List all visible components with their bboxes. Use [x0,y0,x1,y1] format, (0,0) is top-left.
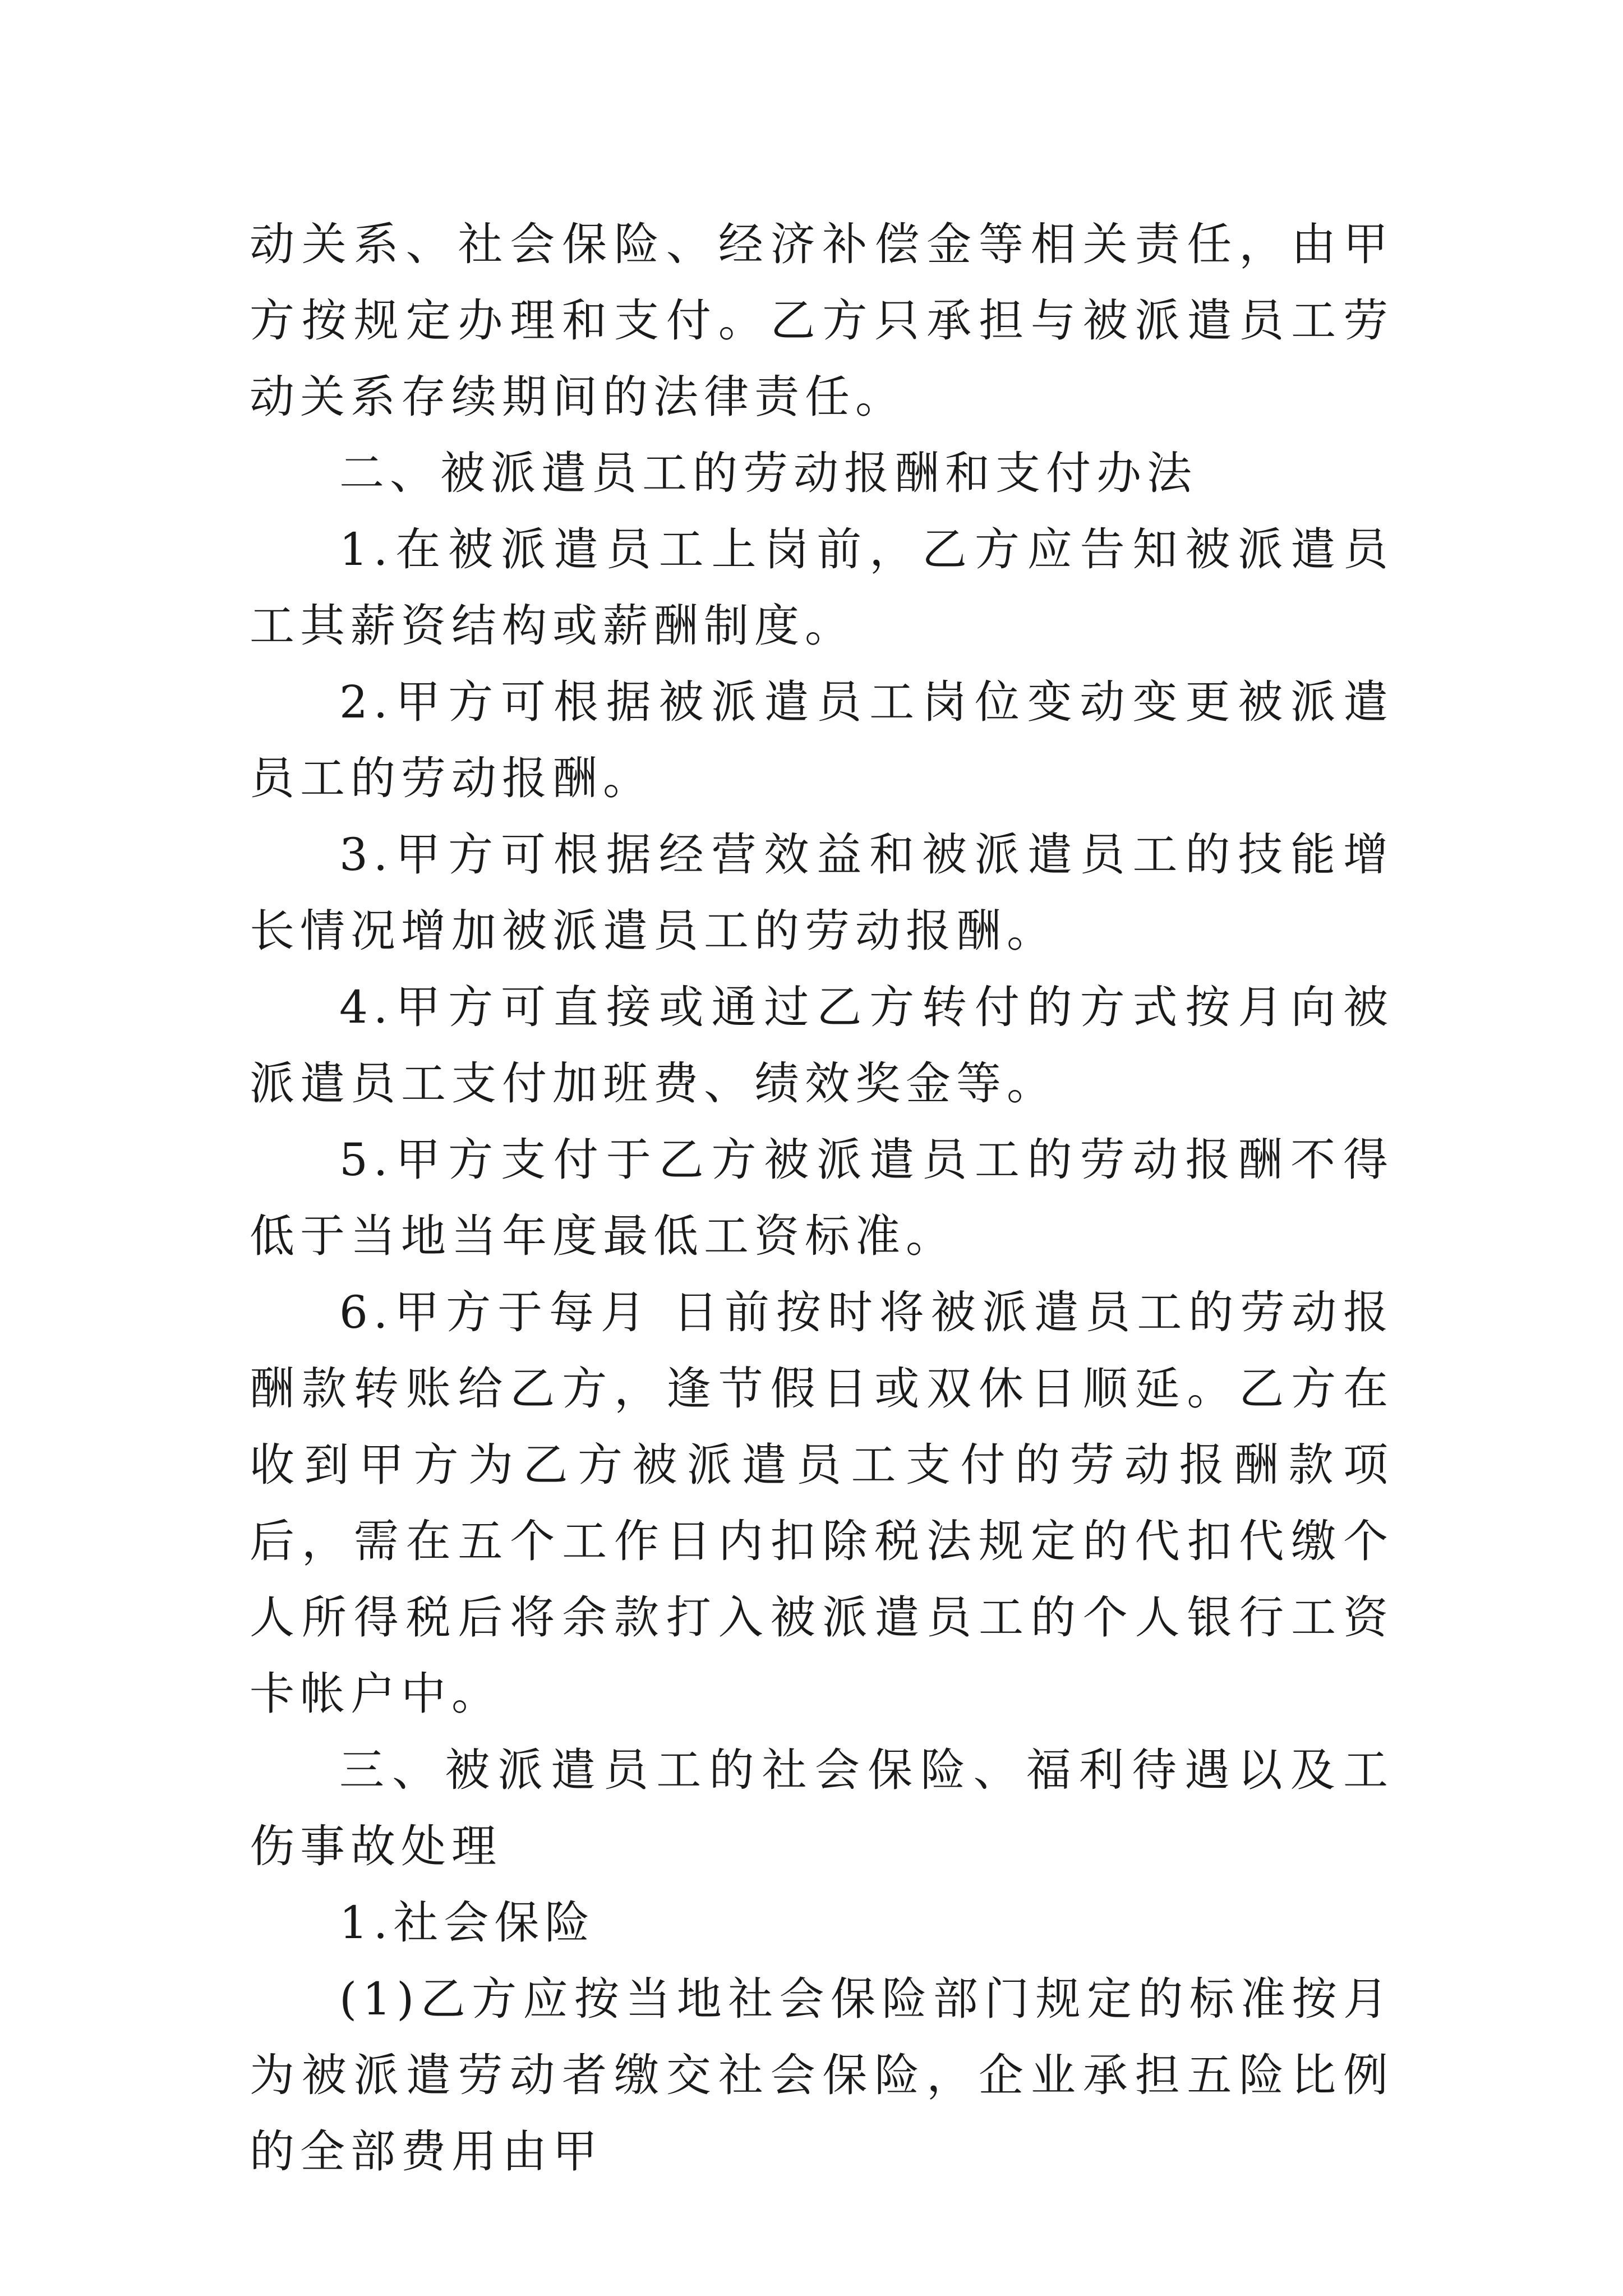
clause-3-1-1: (1)乙方应按当地社会保险部门规定的标准按月为被派遣劳动者缴交社会保险，企业承担五险比例的全部费用由甲 [250,1973,1394,2178]
clause-2-2: 2.甲方可根据被派遣员工岗位变动变更被派遣员工的劳动报酬。 [250,676,1394,804]
section-heading-3: 三、被派遣员工的社会保险、福利待遇以及工伤事故处理 [250,1744,1394,1872]
document-body [250,206,1394,2190]
clause-2-1: 1.在被派遣员工上岗前，乙方应告知被派遣员工其薪资结构或薪酬制度。 [250,523,1394,652]
paragraph-continuation: 动关系、社会保险、经济补偿金等相关责任，由甲方按规定办理和支付。乙方只承担与被派遣员工劳动关系存续期间的法律责任。 [250,218,1394,423]
clause-3-1-heading: 1.社会保险 [339,1897,596,1949]
clause-2-3: 3.甲方可根据经营效益和被派遣员工的技能增长情况增加被派遣员工的劳动报酬。 [250,829,1394,957]
clause-2-6: 6.甲方于每月 日前按时将被派遣员工的劳动报酬款转账给乙方，逢节假日或双休日顺延。乙方在收到甲方为乙方被派遣员工支付的劳动报酬款项后，需在五个工作日内扣除税法规定的代扣代缴个人所得税后将余款打入被派遣员工的个人银行工资卡帐户中。 [250,1286,1394,1720]
clause-2-4: 4.甲方可直接或通过乙方转付的方式按月向被派遣员工支付加班费、绩效奖金等。 [250,981,1394,1110]
clause-2-5: 5.甲方支付于乙方被派遣员工的劳动报酬不得低于当地当年度最低工资标准。 [250,1134,1394,1262]
section-heading-2: 二、被派遣员工的劳动报酬和支付办法 [339,447,1197,499]
